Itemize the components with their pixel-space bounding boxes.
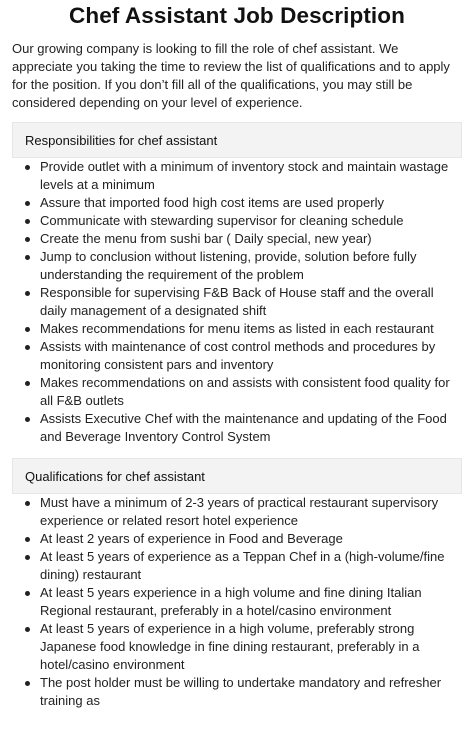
list-item: At least 2 years of experience in Food and Beverage (12, 530, 462, 548)
list-item: Makes recommendations on and assists with consistent food quality for all F&B outlets (12, 374, 462, 410)
list-item: Makes recommendations for menu items as listed in each restaurant (12, 320, 462, 338)
list-item: Provide outlet with a minimum of inventory stock and maintain wastage levels at a minimum (12, 158, 462, 194)
list-item: The post holder must be willing to undertake mandatory and refresher training as (12, 674, 462, 710)
list-item: Create the menu from sushi bar ( Daily special, new year) (12, 230, 462, 248)
responsibilities-list (12, 158, 462, 446)
list-item: At least 5 years of experience in a high volume, preferably strong Japanese food knowledge in fine dining restaurant, preferably in a hotel/casino environment (12, 620, 462, 674)
list-item: Assure that imported food high cost items are used properly (12, 194, 462, 212)
list-item: Must have a minimum of 2-3 years of practical restaurant supervisory experience or related resort hotel experience (12, 494, 462, 530)
list-item: At least 5 years experience in a high volume and fine dining Italian Regional restaurant, preferably in a hotel/casino environment (12, 584, 462, 620)
qualifications-header (12, 458, 462, 494)
qualifications-list (12, 494, 462, 710)
responsibilities-header (12, 122, 462, 158)
list-item: Responsible for supervising F&B Back of House staff and the overall daily management of a designated shift (12, 284, 462, 320)
list-item: Communicate with stewarding supervisor for cleaning schedule (12, 212, 462, 230)
list-item: Assists Executive Chef with the maintenance and updating of the Food and Beverage Inventory Control System (12, 410, 462, 446)
intro-paragraph: Our growing company is looking to fill the role of chef assistant. We appreciate you taking the time to review the list of qualifications and to apply for the position. If you don’t fill all of the qualifications, you may still be considered depending on your level of experience. (12, 41, 450, 110)
qualifications-heading: Qualifications for chef assistant (25, 468, 205, 484)
list-item: At least 5 years of experience as a Teppan Chef in a (high-volume/fine dining) restaurant (12, 548, 462, 584)
responsibilities-heading: Responsibilities for chef assistant (25, 132, 218, 148)
page-title: Chef Assistant Job Description (69, 3, 405, 28)
list-item: Assists with maintenance of cost control methods and procedures by monitoring consistent pars and inventory (12, 338, 462, 374)
list-item: Jump to conclusion without listening, provide, solution before fully understanding the requirement of the problem (12, 248, 462, 284)
